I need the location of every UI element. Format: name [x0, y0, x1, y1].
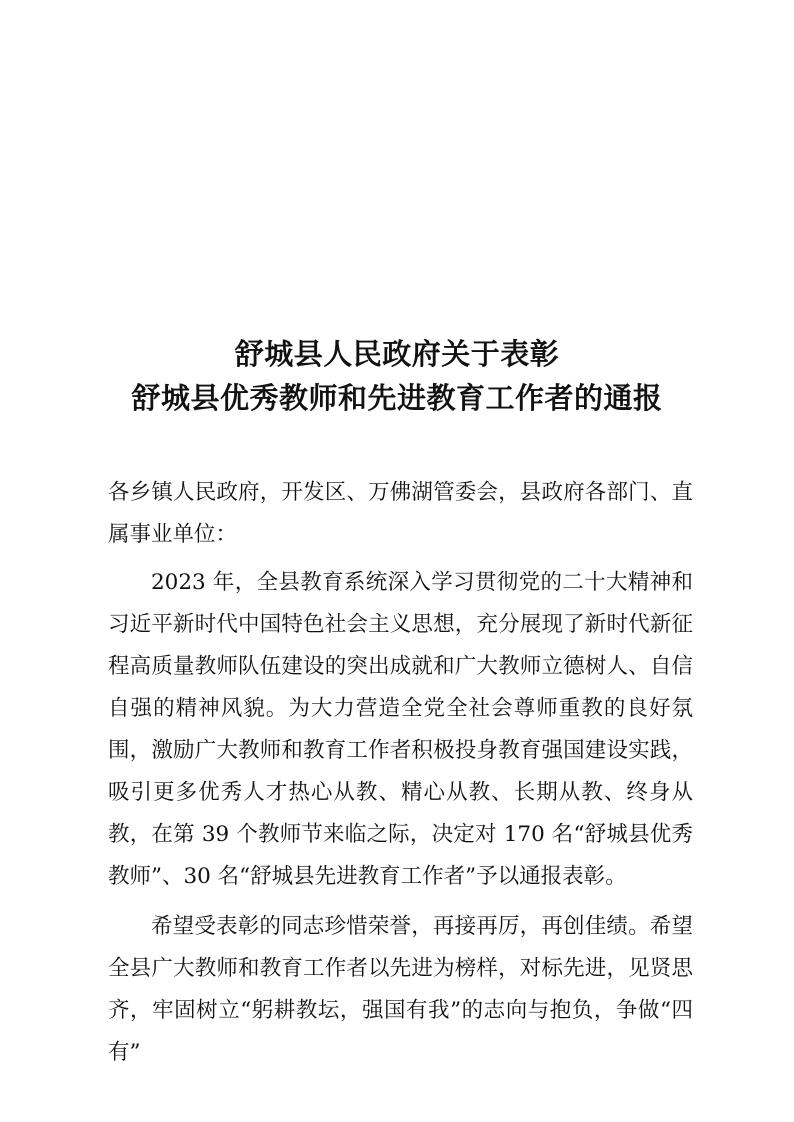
title-line-1: 舒城县人民政府关于表彰 [234, 337, 560, 371]
paragraph-2: 希望受表彰的同志珍惜荣誉，再接再厉，再创佳绩。希望全县广大教师和教育工作者以先进为榜样，对标先进，见贤思齐，牢固树立“躬耕教坛，强国有我”的志向与抱负，争做“四有” [108, 914, 693, 1065]
paragraph-1: 2023 年，全县教育系统深入学习贯彻党的二十大精神和习近平新时代中国特色社会主义思想，充分展现了新时代新征程高质量教师队伍建设的突出成就和广大教师立德树人、自信自强的精神风貌。为大力营造全党全社会尊师重教的良好氛围，激励广大教师和教育工作者积极投身教育强国建设实践，吸引更多优秀人才热心从教、精心从教、长期从教、终身从教，在第 39 个教师节来临之际，决定对 170 名“舒城县优秀教师”、30 名“舒城县先进教育工作者”予以通报表彰。 [108, 570, 693, 889]
title-line-2: 舒城县优秀教师和先进教育工作者的通报 [131, 381, 663, 415]
document-body [108, 472, 693, 1074]
document-title [0, 332, 794, 420]
salutation: 各乡镇人民政府，开发区、万佛湖管委会，县政府各部门、直属事业单位： [108, 480, 693, 547]
